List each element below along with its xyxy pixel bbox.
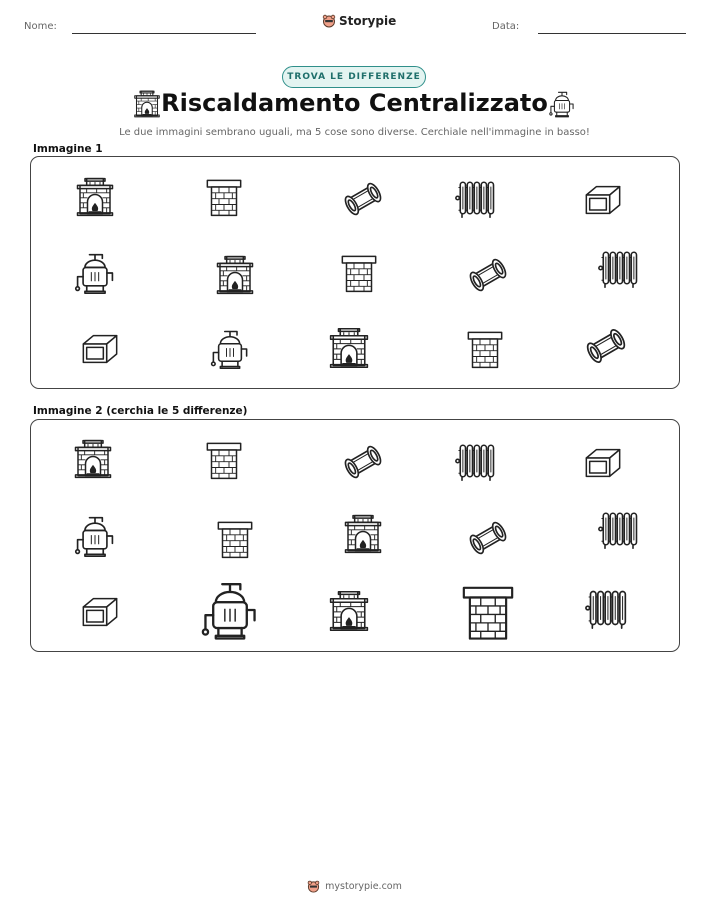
- radiator-icon: [455, 177, 497, 219]
- radiator-icon[interactable]: [597, 508, 641, 550]
- duct-icon: [577, 180, 629, 220]
- image-1-panel: [30, 156, 680, 389]
- boiler-icon: [73, 249, 117, 297]
- chimney-icon: [465, 325, 505, 373]
- footer-url: mystorypie.com: [325, 881, 402, 892]
- brand-logo: [322, 14, 396, 28]
- pipe-icon[interactable]: [463, 516, 513, 560]
- page-title: Riscaldamento Centralizzato: [161, 89, 548, 117]
- activity-badge: TROVA LE DIFFERENZE: [282, 66, 426, 88]
- boiler-icon[interactable]: [199, 578, 261, 642]
- boiler-icon[interactable]: [73, 512, 117, 560]
- fireplace-icon[interactable]: [343, 510, 383, 558]
- panel-1-label: Immagine 1: [33, 143, 103, 155]
- pipe-icon: [581, 323, 631, 369]
- footer: [0, 880, 709, 893]
- pipe-icon[interactable]: [337, 440, 389, 484]
- fireplace-icon: [328, 323, 370, 373]
- storypie-mascot-icon: [322, 14, 336, 28]
- title-boiler-icon: [548, 90, 576, 118]
- name-field-line[interactable]: [72, 33, 256, 34]
- date-label: Data:: [492, 21, 520, 32]
- image-2-panel[interactable]: [30, 419, 680, 652]
- panel-2-label: Immagine 2 (cerchia le 5 differenze): [33, 405, 248, 417]
- fireplace-icon: [75, 173, 115, 221]
- radiator-icon[interactable]: [585, 586, 629, 630]
- chimney-icon[interactable]: [215, 516, 255, 562]
- chimney-icon: [204, 175, 244, 219]
- radiator-icon[interactable]: [455, 440, 497, 482]
- boiler-icon: [209, 325, 251, 373]
- chimney-icon[interactable]: [459, 580, 517, 644]
- storypie-mascot-icon: [307, 880, 320, 893]
- brand-name: Storypie: [339, 14, 397, 28]
- chimney-icon: [339, 249, 379, 297]
- pipe-icon: [463, 253, 513, 297]
- duct-icon[interactable]: [577, 443, 629, 483]
- duct-icon: [75, 329, 125, 369]
- radiator-icon: [597, 247, 641, 289]
- name-label: Nome:: [24, 21, 57, 32]
- date-field-line[interactable]: [538, 33, 686, 34]
- instructions-text: Le due immagini sembrano uguali, ma 5 cose sono diverse. Cerchiale nell'immagine in basso!: [119, 127, 590, 138]
- fireplace-icon[interactable]: [73, 434, 113, 484]
- pipe-icon: [337, 177, 389, 221]
- fireplace-icon: [215, 251, 255, 299]
- chimney-icon[interactable]: [204, 438, 244, 482]
- duct-icon[interactable]: [75, 592, 125, 632]
- fireplace-icon[interactable]: [328, 586, 370, 636]
